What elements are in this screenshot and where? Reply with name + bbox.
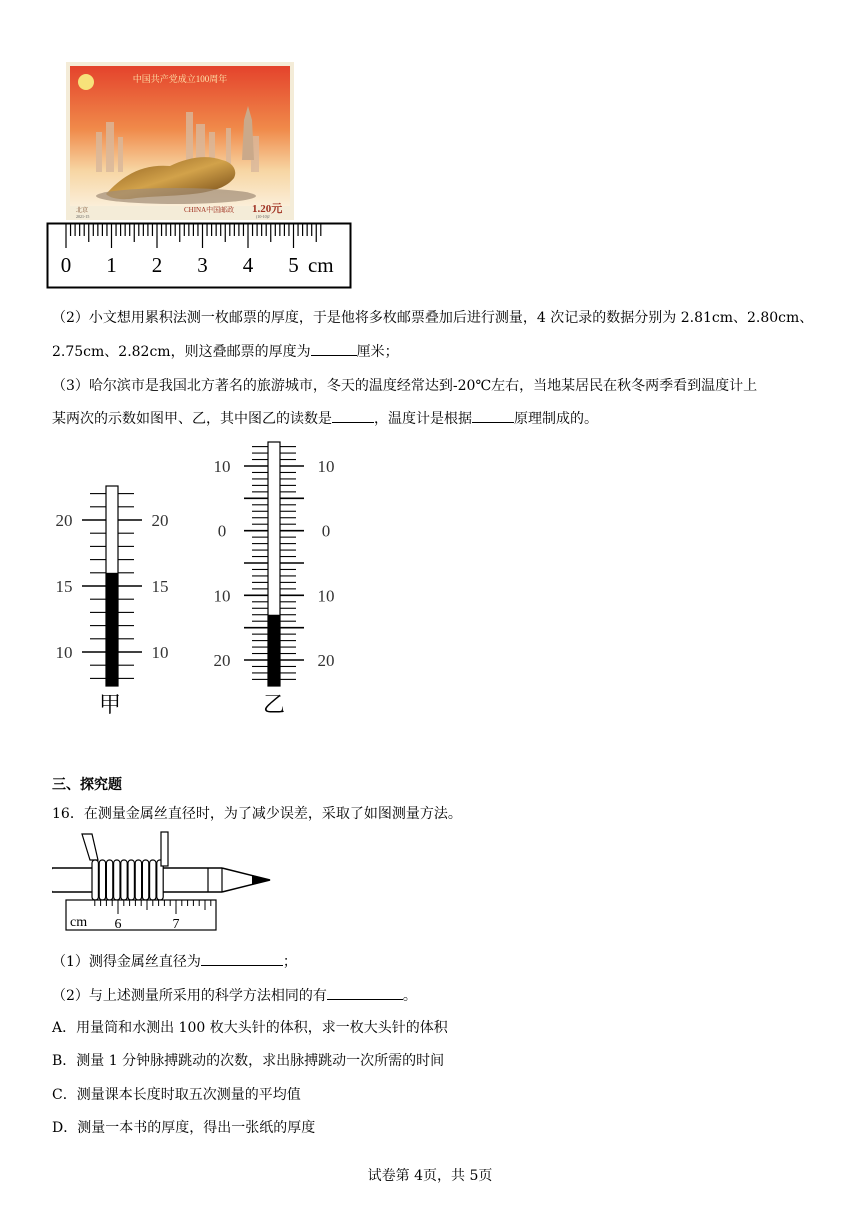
wire-coil-turn	[92, 860, 98, 900]
stamp-image	[66, 62, 294, 220]
stamp-denomination: 1.20元	[252, 203, 283, 215]
thermometer-yi	[214, 442, 335, 686]
q16-sub1	[52, 951, 297, 972]
thermometer-figure	[40, 440, 360, 720]
thermometer-jia-scale-left-2: 10	[55, 643, 73, 662]
q3-line2-mid: ，温度计是根据	[374, 411, 472, 427]
q16-option-d[interactable]: D．测量一本书的厚度，得出一张纸的厚度	[52, 1120, 316, 1136]
thermometer-yi-liquid	[268, 615, 280, 686]
thermometer-jia-scale-left-1: 15	[55, 577, 73, 596]
ruler-small-label-7: 7	[172, 917, 180, 932]
wire-end-left	[82, 834, 98, 860]
q16-option-a[interactable]: A．用量筒和水测出 100 枚大头针的体积，求一枚大头针的体积	[52, 1020, 448, 1036]
thermometer-jia-scale-left-0: 20	[55, 511, 73, 530]
ruler-small-unit: cm	[70, 915, 88, 930]
q2-line2	[52, 341, 399, 362]
q2-line2-post: 厘米；	[356, 344, 399, 360]
thermometer-yi-scale-left-2: 10	[213, 586, 231, 606]
q16-sub1-pre: （1）测得金属丝直径为	[52, 954, 201, 970]
q3-line2	[52, 408, 598, 429]
wire-coil-turn	[150, 860, 156, 900]
thermometer-jia-scale-right-2: 10	[151, 643, 169, 662]
q16-sub2	[52, 985, 417, 1006]
stamp-serial-right: (10-10)J	[256, 214, 270, 219]
ruler1-label-4: 4	[242, 253, 254, 277]
wire-coil-turn	[99, 860, 105, 900]
q16-option-c[interactable]: C．测量课本长度时取五次测量的平均值	[52, 1087, 301, 1103]
wire-coil-turn	[121, 860, 127, 900]
q3-reading-blank[interactable]	[332, 408, 374, 423]
stamp-serial-left: 2021-15	[76, 214, 90, 219]
stamp-brand: CHINA中国邮政	[184, 206, 235, 214]
wire-coil-turn	[135, 860, 141, 900]
thermometer-jia-label: 甲	[98, 692, 122, 717]
stamp-bottom-left: 北京	[76, 208, 89, 214]
q3-line2-post: 原理制成的。	[514, 411, 598, 427]
wire-coil-figure	[52, 830, 274, 932]
q16-option-b[interactable]: B．测量 1 分钟脉搏跳动的次数，求出脉搏跳动一次所需的时间	[52, 1053, 445, 1069]
ruler1-label-2: 2	[151, 253, 163, 277]
thermometer-yi-scale-right-2: 10	[317, 586, 335, 606]
thermometer-jia-scale-right-1: 15	[151, 577, 169, 596]
q2-line1: （2）小文想用累积法测一枚邮票的厚度，于是他将多枚邮票叠加后进行测量，4 次记录的数据分别为 2.81cm、2.80cm、	[52, 310, 814, 326]
thermometer-yi-scale-left-0: 10	[213, 457, 231, 476]
wire-coil-turn	[114, 860, 120, 900]
thermometer-yi-scale-right-1: 0	[321, 521, 331, 541]
thermometer-yi-scale-right-0: 10	[317, 457, 335, 476]
ruler1-unit: cm	[307, 253, 334, 277]
thermometer-yi-scale-left-3: 20	[213, 651, 231, 670]
q2-line2-pre: 2.75cm、2.82cm，则这叠邮票的厚度为	[52, 344, 311, 360]
thermometer-yi-scale-left-1: 0	[217, 521, 227, 541]
thermometer-jia-liquid	[106, 573, 118, 686]
q16-diameter-blank[interactable]	[201, 951, 283, 966]
wire-coil-turn	[142, 860, 148, 900]
wire-coil	[92, 860, 163, 900]
wire-coil-turn	[128, 860, 134, 900]
ruler-small-label-6: 6	[114, 917, 122, 932]
q16-method-blank[interactable]	[327, 985, 403, 1000]
ruler1-label-1: 1	[106, 253, 117, 277]
page-footer: 试卷第 4页，共 5页	[367, 1168, 493, 1184]
ruler1-label-3: 3	[197, 253, 208, 277]
thermometer-yi-scale-right-3: 20	[317, 651, 335, 670]
q3-line2-pre: 某两次的示数如图甲、乙，其中图乙的读数是	[52, 411, 332, 427]
ruler-cm	[46, 222, 352, 290]
ruler1-label-5: 5	[288, 253, 299, 277]
q16-sub2-pre: （2）与上述测量所采用的科学方法相同的有	[52, 988, 327, 1004]
q16-sub1-post: ；	[282, 954, 297, 970]
q2-answer-blank[interactable]	[311, 341, 357, 356]
thermometer-jia-scale-right-0: 20	[151, 511, 169, 530]
q3-line1: （3）哈尔滨市是我国北方著名的旅游城市，冬天的温度经常达到-20℃左右，当地某居民在秋冬两季看到温度计上	[52, 378, 758, 394]
ruler1-label-0: 0	[60, 253, 72, 277]
q16-sub2-post: 。	[402, 988, 417, 1004]
wire-coil-turn	[106, 860, 112, 900]
q16-stem: 16．在测量金属丝直径时，为了减少误差，采取了如图测量方法。	[52, 806, 462, 822]
thermometer-jia	[56, 486, 169, 686]
thermometer-yi-label: 乙	[262, 692, 286, 717]
section-title: 三、探究题	[52, 777, 122, 793]
q3-principle-blank[interactable]	[472, 408, 514, 423]
wire-end-right	[161, 832, 168, 866]
stamp-top-text: 中国共产党成立100周年	[132, 74, 228, 84]
